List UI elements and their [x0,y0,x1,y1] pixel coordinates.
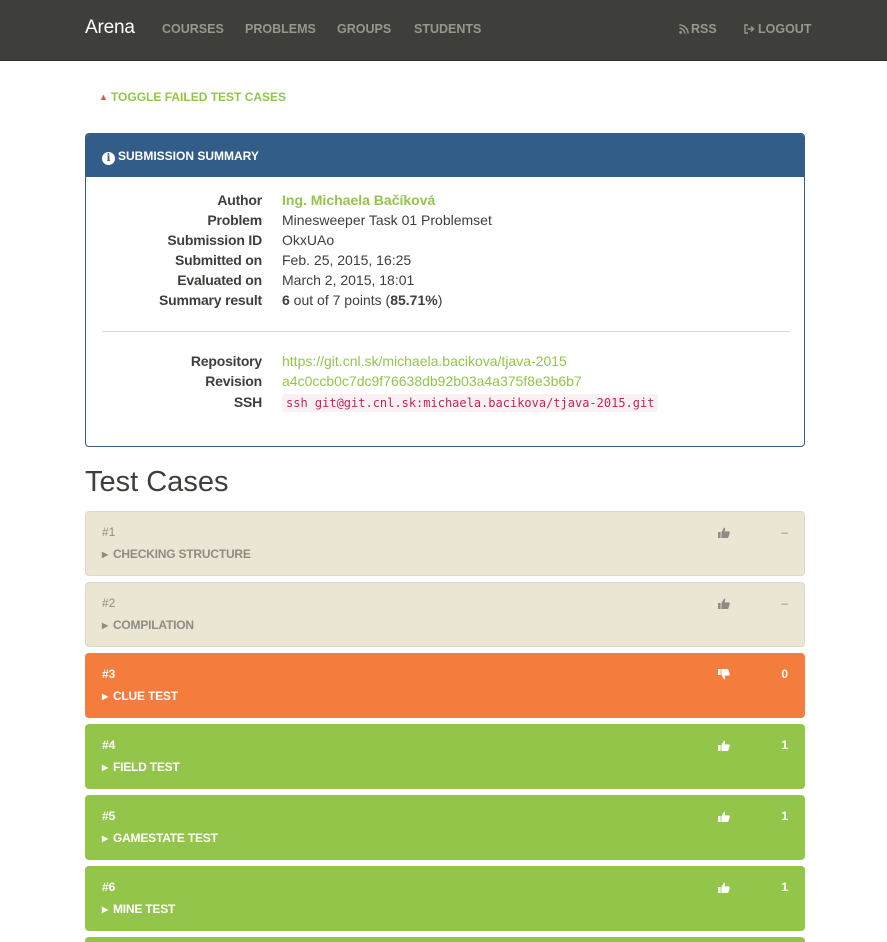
author-label: Author [217,192,262,208]
test-case-name[interactable] [102,831,218,845]
panel-heading [86,134,804,177]
test-case-name[interactable] [102,689,178,703]
problem-value: Minesweeper Task 01 Problemset [282,212,492,228]
toggle-failed-test-cases[interactable] [99,90,286,104]
ssh-label: SSH [233,394,262,410]
row-repository [86,351,805,371]
nav-logout-label: LOGOUT [758,22,812,36]
submission-id-value: OkxUAo [282,232,335,248]
test-case-name[interactable] [102,902,175,916]
submission-summary-panel [85,133,805,447]
author-link[interactable]: Ing. Michaela Bačíková [282,192,436,208]
caret-right-icon: ▶ [102,763,108,772]
nav-groups[interactable]: GROUPS [337,22,392,36]
test-case-number: #5 [102,809,116,823]
test-case-row[interactable] [85,937,805,942]
brand-logo[interactable]: Arena [85,17,135,38]
row-revision [86,371,805,391]
test-case-number: #2 [102,596,116,610]
test-case-score: – [781,596,788,610]
summary-result-label: Summary result [158,292,262,308]
evaluated-on-value: March 2, 2015, 18:01 [282,272,415,288]
logout-icon [744,24,755,34]
nav-logout[interactable] [744,22,811,36]
result-close: ) [437,292,443,308]
test-case-row[interactable] [85,582,805,647]
ssh-value [282,392,658,413]
test-case-row[interactable] [85,511,805,576]
test-case-number: #3 [102,667,116,681]
result-points: 6 [282,292,290,308]
test-case-label: MINE TEST [112,902,176,916]
nav-rss-label: RSS [691,22,717,36]
row-submission-id [86,230,805,250]
test-case-label: COMPILATION [112,618,194,632]
row-summary-result [86,290,805,310]
test-case-number: #1 [102,525,116,539]
row-author [86,190,805,210]
repository-link[interactable]: https://git.cnl.sk/michaela.bacikova/tjava-2015 [282,353,567,369]
test-case-label: GAMESTATE TEST [112,831,218,845]
thumbs-down-icon [718,669,730,680]
test-case-row[interactable] [85,724,805,789]
panel-title: SUBMISSION SUMMARY [118,149,259,163]
thumbs-up-icon [718,527,730,538]
test-case-row[interactable] [85,653,805,718]
toggle-failed-label: TOGGLE FAILED TEST CASES [110,90,287,104]
test-case-row[interactable] [85,866,805,931]
row-submitted-on [86,250,805,270]
caret-right-icon: ▶ [102,905,108,914]
revision-label: Revision [205,373,262,389]
test-case-number: #6 [102,880,116,894]
caret-right-icon: ▶ [102,834,108,843]
test-case-score: 0 [781,667,788,681]
submitted-on-label: Submitted on [174,252,262,268]
test-case-name[interactable] [102,618,194,632]
thumbs-up-icon [718,598,730,609]
ssh-command[interactable]: ssh git@git.cnl.sk:michaela.bacikova/tjava-2015.git [282,394,658,412]
thumbs-up-icon [718,811,730,822]
nav-rss[interactable] [679,22,717,36]
revision-link[interactable]: a4c0ccb0c7dc9f76638db92b03a4a375f8e3b6b7 [282,373,582,389]
sort-icon: ▲ [99,92,108,102]
test-cases-title: Test Cases [85,466,229,498]
nav-courses[interactable]: COURSES [162,22,224,36]
submission-id-label: Submission ID [167,232,262,248]
nav-students[interactable]: STUDENTS [414,22,482,36]
problem-label: Problem [207,212,262,228]
row-problem [86,210,805,230]
test-case-label: CLUE TEST [112,689,178,703]
test-case-score: – [781,525,788,539]
nav-problems[interactable]: PROBLEMS [245,22,316,36]
repository-label: Repository [190,353,262,369]
row-ssh [86,392,805,412]
test-case-score: 1 [781,809,788,823]
test-case-name[interactable] [102,760,180,774]
rss-icon [679,24,689,34]
test-case-label: FIELD TEST [112,760,180,774]
row-evaluated-on [86,270,805,290]
result-percent: 85.71% [390,292,438,308]
thumbs-up-icon [718,740,730,751]
test-case-score: 1 [781,880,788,894]
test-case-name[interactable] [102,547,251,561]
submitted-on-value: Feb. 25, 2015, 16:25 [282,252,412,268]
test-case-label: CHECKING STRUCTURE [112,547,251,561]
test-case-score: 1 [781,738,788,752]
test-case-number: #4 [102,738,116,752]
evaluated-on-label: Evaluated on [177,272,262,288]
thumbs-up-icon [718,882,730,893]
divider [102,331,790,332]
caret-right-icon: ▶ [102,692,108,701]
caret-right-icon: ▶ [102,550,108,559]
info-icon: i [102,152,115,165]
summary-result-value [282,290,442,310]
caret-right-icon: ▶ [102,621,108,630]
navbar [0,0,887,61]
test-case-row[interactable] [85,795,805,860]
result-out-of: out of 7 points ( [289,292,391,308]
